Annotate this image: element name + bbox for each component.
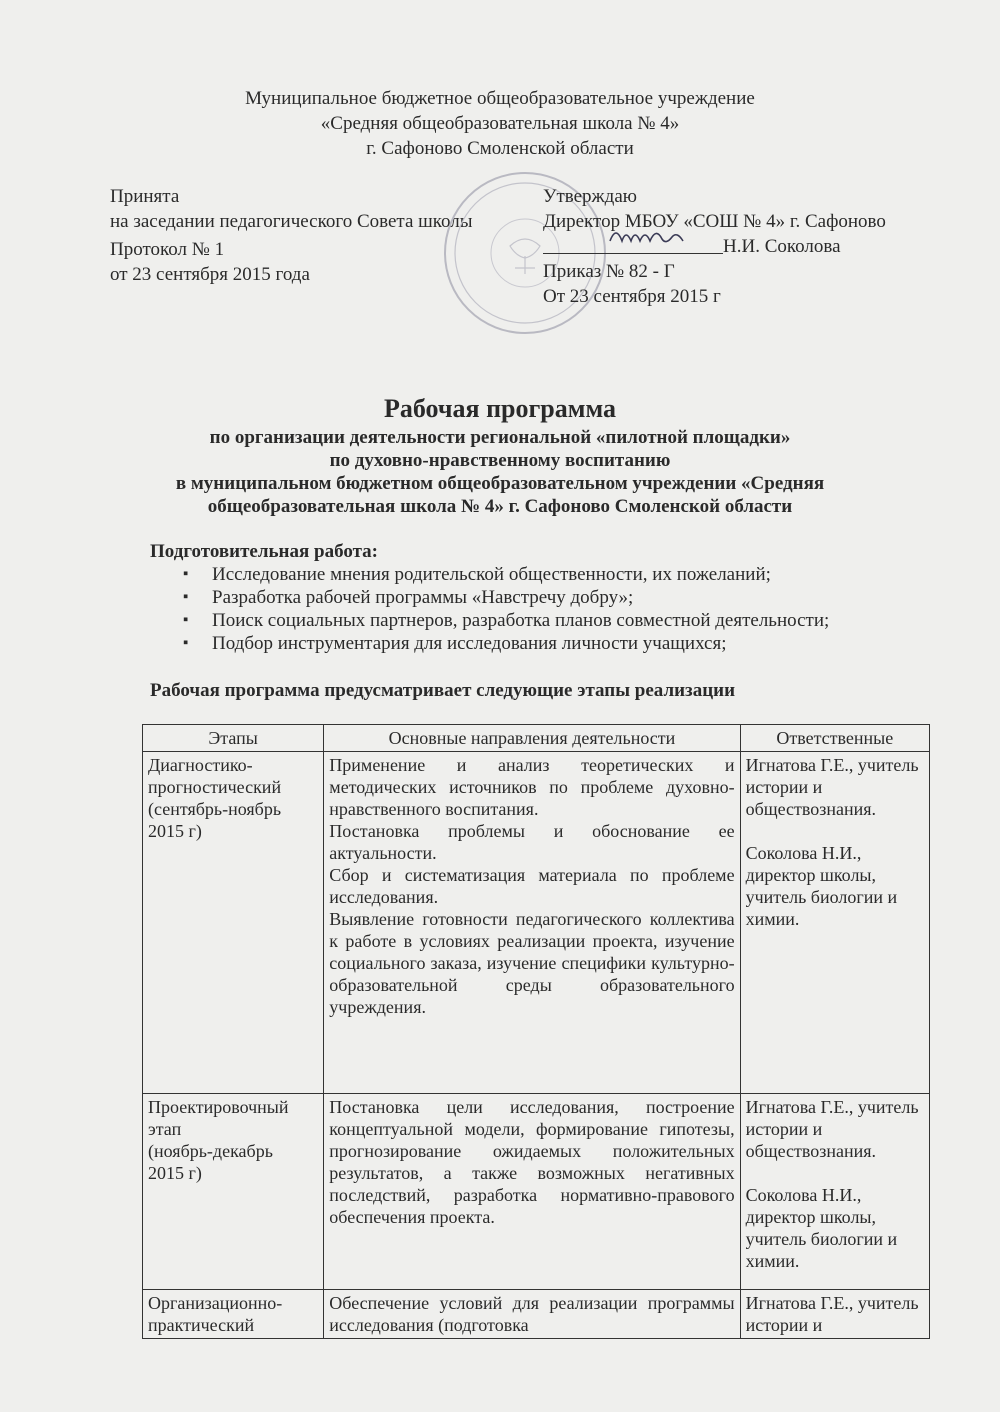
title-line: по организации деятельности региональной «пилотной площадки» <box>209 427 791 448</box>
column-header-stages: Этапы <box>143 725 324 752</box>
table-row <box>143 1094 930 1290</box>
stage-cell: Проектировочный этап (ноябрь-декабрь 2015 г) <box>143 1094 324 1290</box>
table-row <box>143 752 930 1094</box>
accepted-date: от 23 сентября 2015 года <box>110 264 310 285</box>
list-item: ▪ Подбор инструментария для исследования личности учащихся; <box>150 632 970 655</box>
column-header-responsible: Ответственные <box>740 725 929 752</box>
stage-cell: Организационно- практический <box>143 1290 324 1339</box>
activities-cell: Постановка цели исследования, построение концептуальной модели, формирование гипотезы, прогнозирование ожидаемых положительных результатов, а также возможных негативных последствий, разработка нормативно-правового обеспечения проекта. <box>324 1094 740 1290</box>
stages-table-title: Рабочая программа предусматривает следующие этапы реализации <box>150 680 736 701</box>
protocol-number: Протокол № 1 <box>110 239 225 260</box>
preparatory-heading: Подготовительная работа: <box>150 541 378 562</box>
program-title <box>0 392 1000 518</box>
responsible-cell: Игнатова Г.Е., учитель истории и <box>740 1290 929 1339</box>
header-line: «Средняя общеобразовательная школа № 4» <box>320 113 680 134</box>
signature-row <box>543 234 963 259</box>
institution-header <box>0 86 1000 161</box>
header-line: Муниципальное бюджетное общеобразовательное учреждение <box>245 88 755 109</box>
title-line: в муниципальном бюджетном общеобразовательном учреждении «Средняя <box>175 473 825 494</box>
approved-block <box>543 184 963 309</box>
header-line: г. Сафоново Смоленской области <box>366 138 634 159</box>
order-number: Приказ № 82 - Г <box>543 261 675 282</box>
stage-cell: Диагностико- прогностический (сентябрь-ноябрь 2015 г) <box>143 752 324 1094</box>
preparatory-work-section <box>150 540 970 655</box>
signer-name: Н.И. Соколова <box>723 236 841 257</box>
preparatory-list <box>150 563 970 655</box>
column-header-activities: Основные направления деятельности <box>324 725 740 752</box>
signature-scribble <box>605 223 705 249</box>
signature-line <box>543 235 723 254</box>
responsible-cell: Игнатова Г.Е., учитель истории и обществознания. Соколова Н.И., директор школы, учитель биологии и химии. <box>740 1094 929 1290</box>
list-item: ▪ Поиск социальных партнеров, разработка планов совместной деятельности; <box>150 609 970 632</box>
order-date: От 23 сентября 2015 г <box>543 286 721 307</box>
activities-cell: Обеспечение условий для реализации программы исследования (подготовка <box>324 1290 740 1339</box>
accepted-council: на заседании педагогического Совета школы <box>110 211 473 232</box>
title-line: по духовно-нравственному воспитанию <box>329 450 671 471</box>
list-item: ▪ Разработка рабочей программы «Навстречу добру»; <box>150 586 970 609</box>
stages-table <box>142 724 930 1339</box>
responsible-cell: Игнатова Г.Е., учитель истории и обществознания. Соколова Н.И., директор школы, учитель биологии и химии. <box>740 752 929 1094</box>
activities-cell: Применение и анализ теоретических и методических источников по проблеме духовно-нравственного воспитания. Постановка проблемы и обоснование ее актуальности. Сбор и систематизация материала по проблеме исследования. Выявление готовности педагогического коллектива к работе в условиях реализации проекта, изучение социального заказа, изучение специфики культурно-образовательной среды образовательного учреждения. <box>324 752 740 1094</box>
title-line: общеобразовательная школа № 4» г. Сафоново Смоленской области <box>207 496 793 517</box>
director-title: Директор МБОУ «СОШ № 4» г. Сафоново <box>543 211 886 232</box>
table-row <box>143 1290 930 1339</box>
document-title: Рабочая программа <box>383 394 617 423</box>
list-item: ▪ Исследование мнения родительской общественности, их пожеланий; <box>150 563 970 586</box>
approve-label: Утверждаю <box>543 186 637 207</box>
table-header-row <box>143 725 930 752</box>
accepted-label: Принята <box>110 186 180 207</box>
